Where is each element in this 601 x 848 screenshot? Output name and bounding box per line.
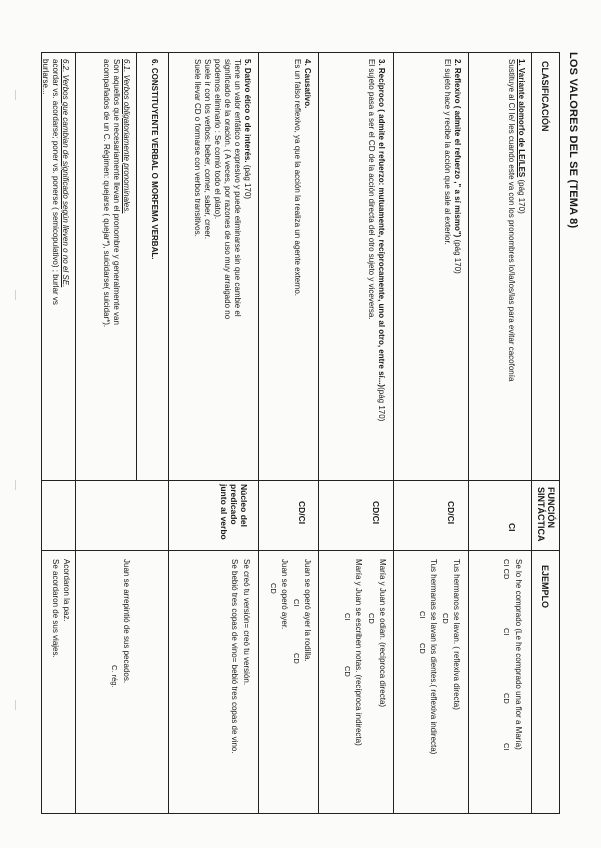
row6-2-classification	[40, 59, 70, 473]
row4-example-2-annotation: CD	[269, 583, 278, 594]
row5-classification	[192, 59, 252, 473]
row3-description: El sujeto pasa a ser el CD de la acción directa del otro sujeto y viceversa.	[367, 59, 376, 320]
row5-line-2: significado de la oración. ( A veces, por razones de uso muy arraigado no	[223, 59, 232, 320]
row6-2-example-2: Se acordaron de sus viajes.	[51, 559, 60, 658]
row2-example-1-annotation: CD	[441, 613, 450, 624]
row6-1-title: 6.1. Verbos obligatoriamente pronominales.	[122, 59, 131, 214]
row4-title: 4. Causativo.	[303, 59, 312, 109]
row5-ref: (pág 170)	[243, 162, 252, 200]
row-divider	[258, 53, 259, 813]
row4-classification	[292, 59, 312, 473]
row3-example-1: María y Juan se odian. (recíproca directa)	[378, 559, 387, 708]
classification-table	[41, 52, 560, 814]
row6-1-example: Juan se arrepintió de sus pecados.	[122, 559, 131, 684]
row5-title: 5. Dativo ético o de interés.	[243, 59, 252, 163]
row2-example-1: Tus hermanos se lavan. ( reflexiva directa)	[452, 559, 461, 710]
row-divider	[75, 53, 76, 813]
row1-function: CI	[507, 523, 517, 532]
row4-example-1-annotation-ci: CI	[292, 599, 301, 607]
row5-line-4: Suele ir con los verbos: beber, comer, saber, creer.	[203, 59, 212, 240]
row2-example-2-annotation-ci: CI	[418, 611, 427, 619]
row-divider	[318, 53, 319, 813]
row-divider	[393, 53, 394, 813]
row2-ref: (pág 170)	[453, 237, 462, 274]
scan-artifact	[15, 90, 16, 100]
row3-function: CD/CI	[371, 501, 381, 525]
row5-function-line-1: Núcleo del	[239, 484, 249, 527]
row5-function-line-3: junto al verbo	[219, 484, 229, 540]
header-function-line1: FUNCIÓN	[546, 487, 556, 528]
row4-example-2: Juan se operó ayer.	[280, 559, 289, 630]
row5-example-1: Se creó tu versión= creó tu versión.	[242, 559, 251, 686]
row1-annotation-ci: CI	[502, 628, 511, 636]
row3-example-2-annotation-ci: CI	[343, 613, 352, 621]
row6-1-annotation: C. rég.	[110, 665, 119, 688]
document-title: LOS VALORES DEL SE (TEMA 8)	[567, 52, 579, 229]
row2-classification	[442, 59, 462, 473]
row6-2-title: 6.2. Verbos que cambian de significado según lleven o no el SE.	[61, 59, 70, 288]
row6-1-line-2: acompañados de un C. Régimen: quejarse ( quejar*), suicidarse( suicidar*).	[102, 59, 111, 328]
row2-example-2-annotation-cd: CD	[418, 643, 427, 654]
row3-ref: (pág 170)	[377, 387, 386, 422]
row6-heading: 6. CONSTITUYENTE VERBAL O MORFEMA VERBAL.	[150, 59, 159, 260]
row6-1-line-1: Son aquellos que necesariamente llevan el pronombre y generalmente van	[112, 59, 121, 325]
row6-1-classification	[101, 59, 131, 473]
scan-artifact	[15, 480, 16, 490]
row5-function-line-2: predicado	[229, 484, 239, 525]
row6-2-example-1: Acordaron la paz.	[62, 559, 71, 622]
row3-example-1-annotation: CD	[367, 613, 376, 624]
header-example: EJEMPLO	[540, 565, 550, 609]
scan-artifact	[15, 700, 16, 710]
header-function-line2: SINTÁCTICA	[536, 487, 546, 542]
row1-example: Se lo he comprado (Le he comprado una flor a María)	[514, 559, 523, 750]
row4-description: Es un falso reflexivo, ya que la acción la realiza un agente externo.	[293, 59, 302, 297]
row1-ref: (pág 170)	[517, 177, 526, 214]
row1-classification	[506, 59, 526, 473]
column-divider	[42, 480, 559, 481]
header-classification: CLASIFICACIÓN	[540, 61, 550, 132]
row6-2-line-2: burlarse...	[41, 59, 50, 95]
row4-example-1: Juan se operó ayer la rodilla.	[303, 559, 312, 662]
row-divider	[136, 53, 137, 480]
row2-function: CD/CI	[446, 501, 456, 525]
column-divider	[42, 550, 559, 551]
row-divider	[468, 53, 469, 813]
row3-title: 3. Recíproco ( admite el refuerzo: mutuamente, recíprocamente, uno al otro, entre sí...)	[377, 59, 386, 388]
row-divider	[168, 53, 169, 813]
row5-line-3: podemos eliminarlo : Se comió todo el plato).	[213, 59, 222, 220]
row3-example-2: María y Juan se escriben notas. (recíproca indirecta)	[354, 559, 363, 746]
row5-line-1: Tiene un valor enfático o expresivo y puede eliminarse sin que cambie el	[233, 59, 242, 317]
scan-artifact	[15, 290, 16, 300]
row1-annotation-ci-2: CI	[502, 743, 511, 751]
row3-classification	[366, 59, 386, 473]
row6-2-line-1: acordar vs. acordarse; poner vs. ponerse ( semicopulativo) ; burlar vs	[51, 59, 60, 305]
row4-example-1-annotation-cd: CD	[292, 653, 301, 664]
row1-annotation-cd: CD	[502, 693, 511, 704]
row4-function: CD/CI	[297, 501, 307, 525]
row5-line-5: Suele llevar CD o formarse con verbos transitivos.	[193, 59, 202, 237]
row2-description: El sujeto hace y recibe la acción que sale al exterior.	[443, 59, 452, 245]
row2-example-2: Tus hermanas se lavan los dientes.( reflexiva indirecta)	[429, 559, 438, 755]
row1-title: 1. Variante alomorfo de LE/LES	[517, 59, 526, 178]
row5-example-2: Se bebió tres copas de vino= bebió tres copas de vino.	[230, 559, 239, 754]
row1-description: Sustituye al CI le/ les cuando este va con los pronombres lo/la/los/las para evitar cacofonía	[507, 59, 516, 382]
row-divider	[531, 53, 532, 813]
row2-title: 2. Reflexivo ( admite el refuerzo ," a sí mismo")	[453, 59, 462, 238]
row3-example-2-annotation-cd: CD	[343, 666, 352, 677]
row1-annotation-ci-cd: CI CD	[502, 559, 511, 580]
